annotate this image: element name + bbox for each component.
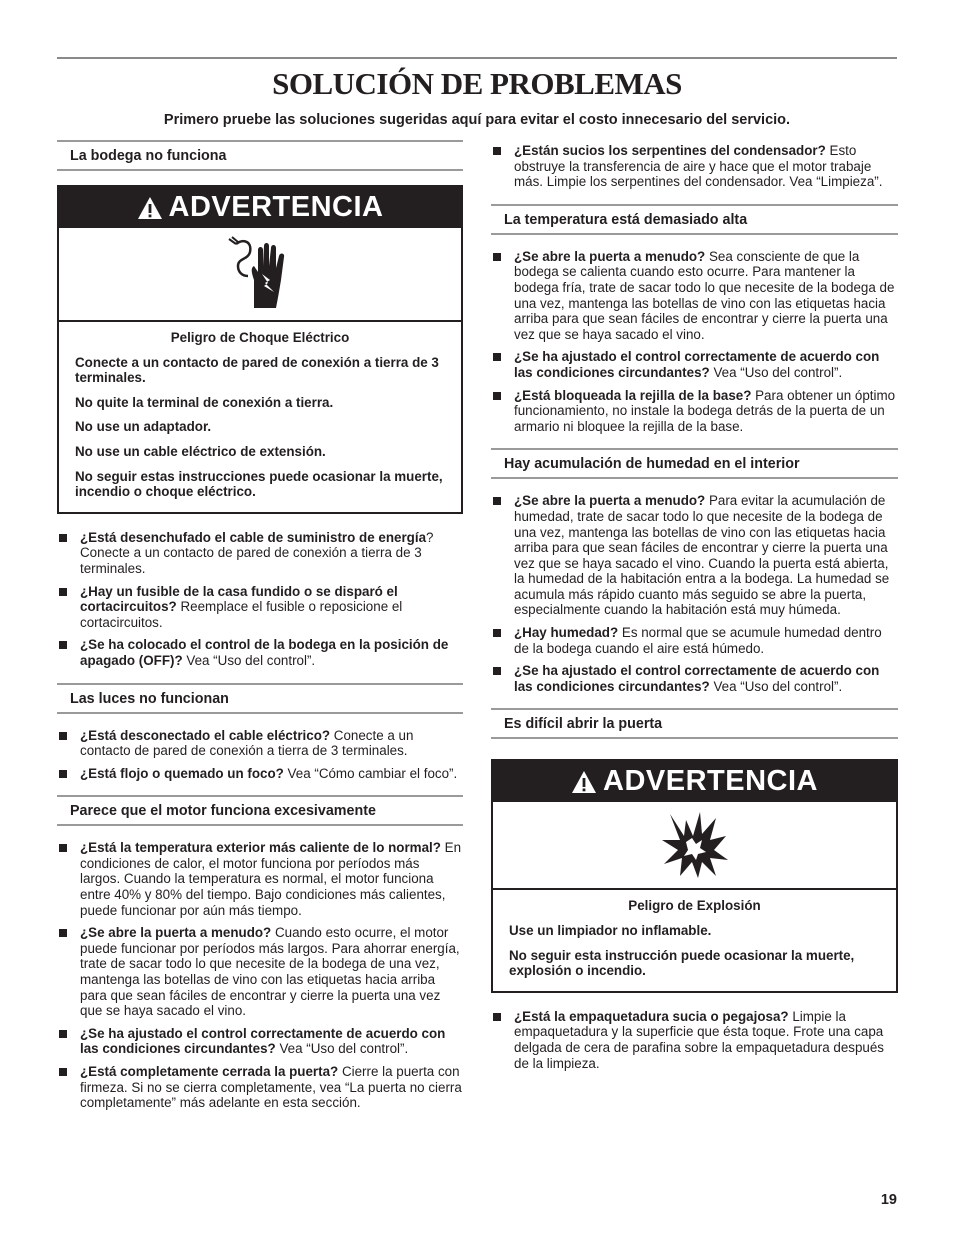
item-question: ¿Se ha ajustado el control correctamente de acuerdo con las condiciones circundantes? bbox=[80, 1025, 446, 1057]
bullet-square-icon bbox=[59, 929, 67, 937]
bullet-square-icon bbox=[59, 534, 67, 542]
bullet-square-icon bbox=[493, 1013, 501, 1021]
bullet-square-icon bbox=[493, 497, 501, 505]
item-question: ¿Se abre la puerta a menudo? bbox=[514, 493, 706, 509]
item-answer: ? Conecte a un contacto de pared de conexión a tierra de 3 terminales. bbox=[80, 529, 434, 576]
warning-line: Conecte a un contacto de pared de conexión a tierra de 3 terminales. bbox=[75, 354, 439, 386]
left-column bbox=[57, 140, 463, 1125]
list-item bbox=[491, 388, 898, 435]
list-item bbox=[491, 493, 898, 618]
list-item bbox=[57, 728, 463, 759]
bullet-square-icon bbox=[59, 1030, 67, 1038]
bullet-square-icon bbox=[59, 844, 67, 852]
item-answer: Es normal que se acumule humedad dentro de la bodega cuando el aire está húmedo. bbox=[514, 625, 882, 656]
item-question: ¿Está flojo o quemado un foco? bbox=[80, 765, 284, 781]
item-question: ¿Está desconectado el cable eléctrico? bbox=[80, 727, 331, 743]
warning-header bbox=[59, 187, 461, 228]
item-question: ¿Están sucios los serpentines del condensador? bbox=[514, 143, 826, 158]
list-item bbox=[491, 625, 898, 656]
bullet-square-icon bbox=[59, 732, 67, 740]
warning-body bbox=[493, 890, 896, 990]
item-answer: Sea consciente de que la bodega se calienta cuando esto ocurre. Para mantener la bodega fría, trate de sacar todo lo que necesite de la bodega de una vez, mantenga las botellas de vino con las etiquetas hacia arriba para que sean fáciles de encontrar y cierre la puerta una vez que se haya sacado el vino. bbox=[514, 248, 895, 342]
bullet-square-icon bbox=[493, 667, 501, 675]
warning-label: ADVERTENCIA bbox=[168, 191, 384, 223]
item-answer: Limpie la empaquetadura y la superficie que ésta toque. Frote una capa delgada de cera de parafina sobre la empaquetadura después de la limpieza. bbox=[514, 1008, 885, 1071]
list-item bbox=[57, 840, 463, 918]
section-heading-no-funciona: La bodega no funciona bbox=[57, 140, 463, 171]
warning-body bbox=[59, 322, 461, 512]
item-question: ¿Está la temperatura exterior más caliente de lo normal? bbox=[80, 840, 441, 856]
hazard-title: Peligro de Explosión bbox=[628, 898, 761, 914]
item-question: ¿Hay un fusible de la casa fundido o se disparó el cortacircuitos? bbox=[80, 583, 398, 615]
item-answer: Cuando esto ocurre, el motor puede funcionar por períodos más largos. Para ahorrar energía, trate de sacar todo lo que necesite de la bodega de una vez, mantenga las botellas de vino con las etiquetas hacia arriba para que sean fáciles de encontrar y cierre la puerta una vez que se haya sacado el vino. bbox=[80, 925, 460, 1019]
warning-line: No use un cable eléctrico de extensión. bbox=[75, 443, 326, 459]
list-item bbox=[57, 1026, 463, 1057]
section-heading-motor: Parece que el motor funciona excesivamente bbox=[57, 795, 463, 826]
item-answer: Vea “Uso del control”. bbox=[709, 678, 843, 694]
bullet-square-icon bbox=[59, 641, 67, 649]
item-question: ¿Se ha colocado el control de la bodega en la posición de apagado (OFF)? bbox=[80, 637, 449, 668]
item-question: ¿Se ha ajustado el control correctamente de acuerdo con las condiciones circundantes? bbox=[514, 663, 880, 694]
item-question: ¿Está bloqueada la rejilla de la base? bbox=[514, 387, 752, 403]
item-question: ¿Está desenchufado el cable de suministro de energía bbox=[80, 529, 427, 545]
list-item bbox=[57, 530, 463, 577]
item-answer: Para evitar la acumulación de humedad, trate de sacar todo lo que necesite de la bodega de una vez, mantenga las botellas de vino con las etiquetas hacia arriba para que sean fáciles de encontrar y cierre la puerta una vez que se haya sacado el vino. Cuando la puerta está abierta, la humedad de la habitación entra a la bodega. La humedad se acumula más rápido cuanto más seguido se abre la puerta, especialmente cuando la habitación está muy húmeda. bbox=[514, 493, 890, 618]
item-question: ¿Se abre la puerta a menudo? bbox=[80, 925, 272, 941]
right-column bbox=[491, 140, 898, 1085]
warning-line: No quite la terminal de conexión a tierra. bbox=[75, 394, 334, 410]
item-answer: Vea “Uso del control”. bbox=[709, 364, 843, 380]
page-number: 19 bbox=[880, 1192, 897, 1208]
list-item bbox=[57, 1064, 463, 1111]
warning-line: No seguir esta instrucción puede ocasionar la muerte, explosión o incendio. bbox=[509, 947, 855, 979]
warning-icon-area bbox=[493, 802, 896, 890]
item-answer: Conecte a un contacto de pared de conexión a tierra de 3 terminales. bbox=[80, 727, 414, 759]
explosion-icon bbox=[660, 810, 730, 880]
top-rule bbox=[57, 57, 897, 59]
warning-box-electric bbox=[57, 185, 463, 514]
list-item bbox=[57, 637, 463, 668]
item-question: ¿Está completamente cerrada la puerta? bbox=[80, 1064, 339, 1079]
section-heading-luces: Las luces no funcionan bbox=[57, 683, 463, 714]
item-answer: Reemplace el fusible o reposicione el cortacircuitos. bbox=[80, 599, 403, 630]
bullet-list bbox=[491, 1009, 898, 1071]
list-item bbox=[491, 663, 898, 694]
section-heading-humedad: Hay acumulación de humedad en el interior bbox=[491, 448, 898, 479]
bullet-square-icon bbox=[59, 770, 67, 778]
item-answer: Vea “Uso del control”. bbox=[275, 1041, 409, 1057]
bullet-list bbox=[491, 143, 898, 190]
list-item bbox=[491, 349, 898, 380]
item-answer: En condiciones de calor, el motor funciona por períodos más largos. Cuando la temperatura es normal, el motor funciona entre 40% y 80% del tiempo. Bajo condiciones más calientes, puede funcionar por aún más tiempo. bbox=[80, 840, 462, 918]
warning-box-explosion bbox=[491, 759, 898, 992]
warning-line: No use un adaptador. bbox=[75, 419, 212, 435]
bullet-square-icon bbox=[493, 629, 501, 637]
item-answer: Cierre la puerta con firmeza. Si no se cierra completamente, vea “La puerta no cierra completamente” más adelante en esta sección. bbox=[80, 1064, 462, 1111]
warning-icon-area bbox=[59, 228, 461, 322]
electric-shock-hand-icon bbox=[224, 236, 296, 312]
bullet-square-icon bbox=[493, 353, 501, 361]
item-question: ¿Se abre la puerta a menudo? bbox=[514, 248, 706, 264]
bullet-square-icon bbox=[493, 392, 501, 400]
item-question: ¿Está la empaquetadura sucia o pegajosa? bbox=[514, 1008, 789, 1024]
bullet-square-icon bbox=[493, 253, 501, 261]
warning-line: Use un limpiador no inflamable. bbox=[509, 923, 712, 939]
warning-line: No seguir estas instrucciones puede ocasionar la muerte, incendio o choque eléctrico. bbox=[75, 468, 443, 500]
list-item bbox=[57, 584, 463, 631]
list-item bbox=[57, 766, 463, 782]
list-item bbox=[491, 143, 898, 190]
bullet-square-icon bbox=[59, 588, 67, 596]
warning-triangle-icon bbox=[571, 770, 597, 794]
bullet-square-icon bbox=[493, 147, 501, 155]
bullet-list bbox=[57, 840, 463, 1111]
item-answer: Vea “Uso del control”. bbox=[182, 652, 316, 668]
warning-label: ADVERTENCIA bbox=[603, 765, 818, 798]
hazard-title: Peligro de Choque Eléctrico bbox=[170, 330, 350, 345]
page-title: SOLUCIÓN DE PROBLEMAS bbox=[272, 66, 682, 101]
list-item bbox=[57, 925, 463, 1019]
bullet-square-icon bbox=[59, 1068, 67, 1076]
list-item bbox=[491, 249, 898, 343]
item-question: ¿Hay humedad? bbox=[514, 625, 619, 641]
section-heading-puerta: Es difícil abrir la puerta bbox=[491, 708, 898, 739]
item-answer: Vea “Cómo cambiar el foco”. bbox=[283, 765, 458, 781]
bullet-list bbox=[491, 493, 898, 694]
warning-triangle-icon bbox=[137, 196, 163, 220]
section-heading-temperatura: La temperatura está demasiado alta bbox=[491, 204, 898, 235]
item-answer: Esto obstruye la transferencia de aire y hace que el motor trabaje más. Limpie los serpentines del condensador. Vea “Limpieza”. bbox=[514, 143, 883, 190]
bullet-list bbox=[491, 249, 898, 435]
bullet-list bbox=[57, 728, 463, 782]
warning-header bbox=[493, 761, 896, 802]
item-answer: Para obtener un óptimo funcionamiento, no instale la bodega detrás de la puerta de un armario ni bloquee la rejilla de la base. bbox=[514, 387, 896, 434]
item-question: ¿Se ha ajustado el control correctamente de acuerdo con las condiciones circundantes? bbox=[514, 349, 880, 380]
page-subtitle: Primero pruebe las soluciones sugeridas aquí para evitar el costo innecesario del servicio. bbox=[163, 112, 791, 128]
bullet-list bbox=[57, 530, 463, 669]
list-item bbox=[491, 1009, 898, 1071]
